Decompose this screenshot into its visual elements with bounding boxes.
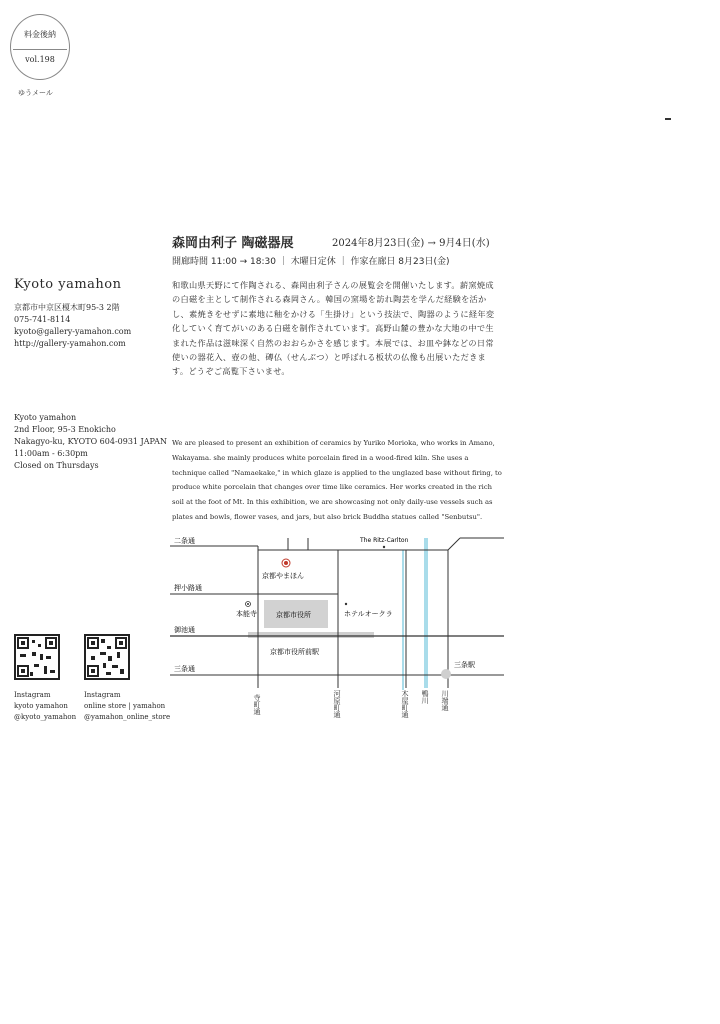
qr-caption-line: Instagram	[14, 691, 51, 699]
map-label-city-hall: 京都市役所	[276, 611, 311, 619]
gallery-email[interactable]: kyoto@gallery-yamahon.com	[14, 327, 132, 336]
map-label-sanjo-station: 三条駅	[454, 661, 475, 669]
map-label-teramachi: 寺町通	[253, 694, 261, 715]
gallery-name: Kyoto yamahon	[14, 277, 122, 292]
map-label-oshikoji: 押小路通	[174, 584, 202, 592]
corner-mark	[665, 118, 671, 120]
map-label-kamogawa: 鴨川	[421, 690, 429, 704]
stamp-divider	[13, 49, 67, 50]
map-label-ritz: The Ritz-Carlton	[360, 537, 409, 544]
ritz-marker-icon	[383, 546, 385, 548]
kamogawa-river	[424, 538, 428, 688]
gallery-closed: Closed on Thursdays	[14, 461, 99, 470]
sanjo-station-marker-icon	[441, 669, 451, 679]
map-label-kawabata: 川端通	[441, 690, 449, 711]
map-label-nijo: 二条通	[174, 537, 195, 545]
qr-caption-line: @kyoto_yamahon	[14, 713, 77, 721]
mail-type: ゆうメール	[18, 89, 53, 97]
gallery-address-jp: 京都市中京区榎木町95-3 2階	[14, 303, 120, 312]
map-label-kawaramachi: 河原町通	[333, 690, 341, 718]
qr-caption-instagram	[14, 690, 76, 723]
exhibition-hours: 開廊時間 11:00 → 18:30 ｜ 木曜日定休 ｜ 作家在廊日 8月23日(金)	[172, 257, 450, 267]
map-label-honnoji: 本能寺	[236, 610, 257, 618]
qr-caption-line: Instagram	[84, 691, 121, 699]
postage-stamp	[10, 14, 70, 80]
gallery-en-address1: 2nd Floor, 95-3 Enokicho	[14, 425, 116, 434]
exhibition-description-en: We are pleased to present an exhibition of ceramics by Yuriko Morioka, who works in Amano, Wakayama. she mainly produces white porcelain fired in a wood-fired kiln. She uses a technique called "Namaekake," in which glaze is applied to the unglazed base without firing, to produce white porcelain that changes over time like ceramics. Her works created in the rich soil at the foot of Mt. In this exhibition, we are showcasing not only daily-use vessels such as plates and bowls, flower vases, and jars, but also brick Buddha statues called "Senbutsu".	[172, 439, 502, 521]
stamp-volume: vol.198	[25, 55, 55, 64]
qr-caption-line: online store | yamahon	[84, 702, 166, 710]
map-label-sanjo: 三条通	[174, 665, 195, 673]
qr-code-instagram[interactable]	[14, 634, 60, 680]
qr-caption-online-store	[84, 690, 170, 723]
map-label-oike: 御池通	[174, 626, 195, 634]
map-label-kiyamachi: 木屋町通	[401, 690, 409, 718]
gallery-phone: 075-741-8114	[14, 315, 71, 324]
exhibition-dates: 2024年8月23日(金) → 9月4日(水)	[332, 238, 490, 249]
exhibition-title: 森岡由利子 陶磁器展	[172, 236, 294, 251]
map-label-hotel-okura: ホテルオークラ	[344, 610, 393, 618]
qr-caption-line: kyoto yamahon	[14, 702, 68, 710]
stamp-label: 料金後納	[24, 30, 56, 39]
qr-code-online-store[interactable]	[84, 634, 130, 680]
gallery-url[interactable]: http://gallery-yamahon.com	[14, 339, 126, 348]
map-label-yamahon: 京都やまほん	[262, 572, 304, 580]
gallery-en-address2: Nakagyo-ku, KYOTO 604-0931 JAPAN	[14, 437, 167, 446]
subway-line	[248, 632, 374, 638]
gallery-en-name: Kyoto yamahon	[14, 413, 77, 422]
map-label-shiyakusho-station: 京都市役所前駅	[270, 648, 319, 656]
hotel-okura-marker-icon	[345, 603, 347, 605]
takase-river	[402, 550, 404, 690]
qr-caption-line: @yamahon_online_store	[84, 713, 171, 721]
gallery-hours: 11:00am - 6:30pm	[14, 449, 88, 458]
exhibition-description-jp: 和歌山県天野にて作陶される、森岡由利子さんの展覧会を開催いたします。薪窯焼成の白磁を主として制作される森岡さん。韓国の窯場を訪れ陶芸を学んだ経験を活かし、素焼きをせずに素地に釉をかける「生掛け」という技法で、陶器のように経年変化していく育てがいのある白磁を制作されています。高野山麓の豊かな大地の中で生まれた作品は滋味深く自然のおおらかさを感じます。本展では、お皿や鉢などの日常使いの器花入、壺の他、磚仏（せんぶつ）と呼ばれる板状の仏像も出展いただきます。どうぞご高覧下さいませ。	[172, 280, 495, 377]
